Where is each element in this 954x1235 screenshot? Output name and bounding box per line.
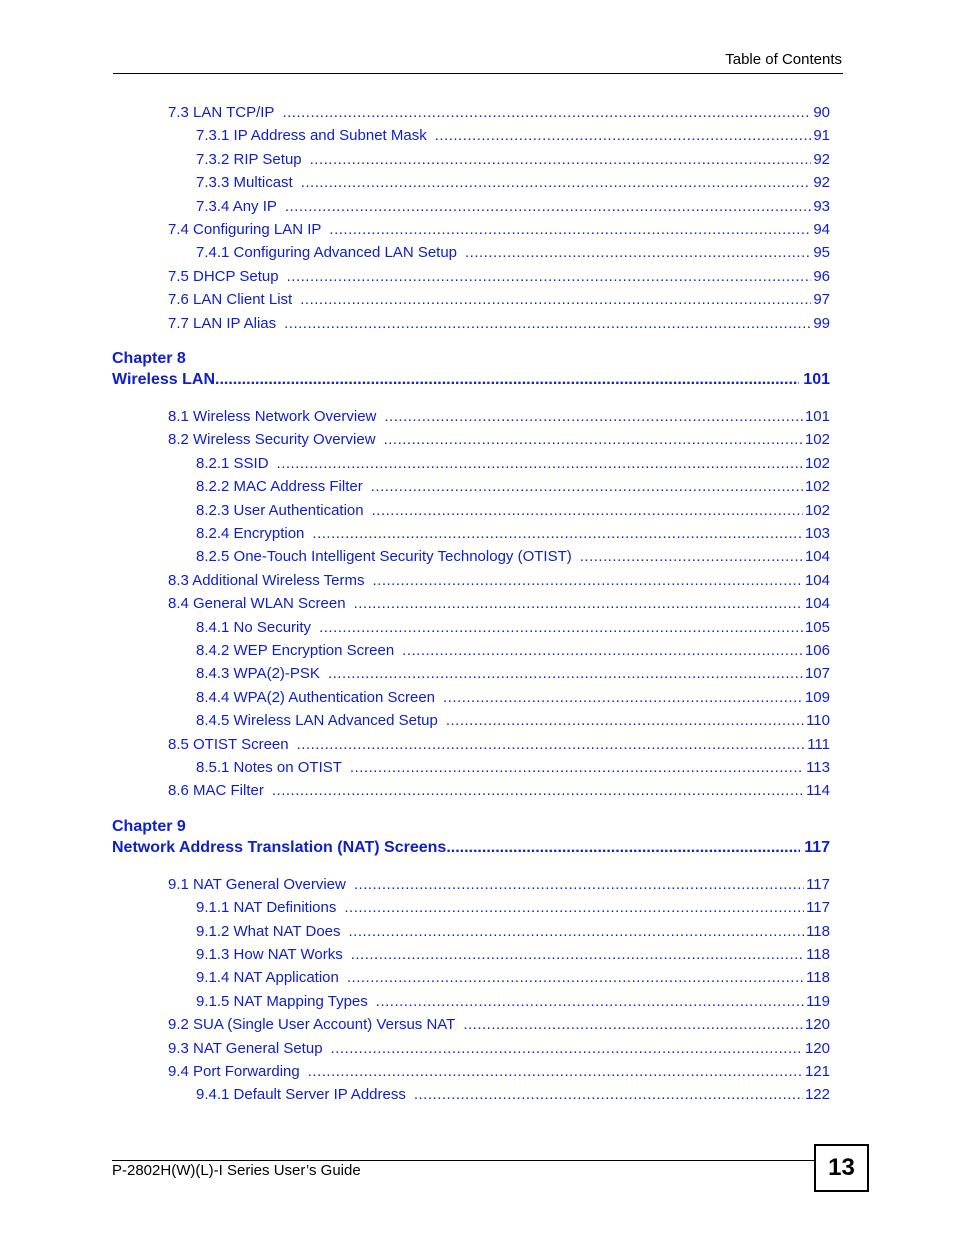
toc-entry-page: 118 xyxy=(806,946,830,963)
toc-entry-page: 105 xyxy=(804,618,830,636)
toc-entry[interactable] xyxy=(168,268,830,290)
dot-leader xyxy=(372,502,803,519)
dot-leader xyxy=(446,839,800,857)
toc-entry[interactable] xyxy=(168,876,830,898)
toc-entry-label: 7.7 LAN IP Alias xyxy=(168,314,277,332)
toc-entry-label: 9.1 NAT General Overview xyxy=(168,875,346,893)
toc-entry[interactable] xyxy=(196,689,830,711)
dot-leader xyxy=(580,548,803,565)
toc-entry-label: 7.3.4 Any IP xyxy=(196,197,277,215)
toc-entry[interactable] xyxy=(168,782,830,804)
toc-entry-page: 107 xyxy=(804,665,830,683)
toc-entry-label: 8.2 Wireless Security Overview xyxy=(168,431,376,449)
dot-leader xyxy=(465,244,811,261)
toc-entry-page: 106 xyxy=(804,642,830,659)
toc-entry-page: 102 xyxy=(804,431,830,449)
dot-leader xyxy=(301,174,812,191)
dot-leader xyxy=(435,127,812,144)
toc-entry[interactable] xyxy=(196,525,830,547)
toc-entry-page: 118 xyxy=(806,922,830,940)
toc-entry-label: 8.4.5 Wireless LAN Advanced Setup xyxy=(196,712,438,730)
toc-entry-page: 90 xyxy=(813,104,830,121)
toc-entry-label: 9.1.2 What NAT Does xyxy=(196,922,341,940)
toc-entry-page: 110 xyxy=(806,712,830,730)
toc-entry[interactable] xyxy=(196,969,830,991)
toc-entry[interactable] xyxy=(196,642,830,664)
toc-entry-page: 119 xyxy=(806,992,830,1010)
toc-entry-page: 113 xyxy=(806,759,830,776)
dot-leader xyxy=(351,946,804,963)
toc-entry-page: 101 xyxy=(804,408,830,425)
dot-leader xyxy=(344,899,804,916)
toc-entry-label: 8.2.4 Encryption xyxy=(196,525,305,542)
toc-entry[interactable] xyxy=(196,899,830,921)
chapter-title-link[interactable] xyxy=(112,839,830,857)
toc-entry-label: 8.6 MAC Filter xyxy=(168,782,264,800)
toc-entry[interactable] xyxy=(196,455,830,477)
dot-leader xyxy=(277,455,803,472)
toc-entry-label: 9.2 SUA (Single User Account) Versus NAT xyxy=(168,1016,456,1034)
toc-entry-label: 8.3 Additional Wireless Terms xyxy=(168,571,365,589)
chapter-heading[interactable]: Chapter 8 xyxy=(112,350,186,367)
toc-entry-page: 103 xyxy=(804,525,830,542)
chapter-page-number: 117 xyxy=(804,838,830,856)
toc-entry-page: 120 xyxy=(804,1039,830,1057)
toc-entry-page: 93 xyxy=(813,197,830,215)
dot-leader xyxy=(329,221,811,238)
toc-entry-label: 8.2.3 User Authentication xyxy=(196,501,364,519)
toc-entry-label: 9.3 NAT General Setup xyxy=(168,1039,323,1057)
toc-entry-page: 102 xyxy=(804,454,830,472)
dot-leader xyxy=(350,759,804,776)
dot-leader xyxy=(287,268,812,285)
toc-entry[interactable] xyxy=(196,198,830,220)
toc-entry-page: 102 xyxy=(804,478,830,496)
dot-leader xyxy=(414,1086,803,1103)
chapter-title: Wireless LAN xyxy=(112,371,215,388)
toc-entry-page: 99 xyxy=(813,314,830,332)
dot-leader xyxy=(354,595,803,612)
toc-entry[interactable] xyxy=(196,946,830,968)
toc-entry-label: 7.4.1 Configuring Advanced LAN Setup xyxy=(196,244,458,262)
toc-entry-label: 8.5.1 Notes on OTIST xyxy=(196,759,342,776)
chapter-title: Network Address Translation (NAT) Screens xyxy=(112,838,447,856)
dot-leader xyxy=(443,689,803,706)
toc-entry[interactable] xyxy=(168,1040,830,1062)
toc-entry[interactable] xyxy=(196,1086,830,1108)
toc-entry-label: 7.6 LAN Client List xyxy=(168,291,293,309)
toc-entry-label: 7.3 LAN TCP/IP xyxy=(168,104,275,121)
toc-entry-page: 104 xyxy=(804,571,830,589)
toc-entry-page: 111 xyxy=(807,735,830,753)
toc-entry[interactable] xyxy=(168,1016,830,1038)
dot-leader xyxy=(354,876,804,893)
toc-entry-label: 9.4.1 Default Server IP Address xyxy=(196,1086,406,1104)
toc-entry-page: 104 xyxy=(804,595,830,613)
toc-entry-label: 9.1.1 NAT Definitions xyxy=(196,899,337,917)
toc-entry-page: 92 xyxy=(813,174,830,192)
page-number: 13 xyxy=(828,1154,855,1181)
toc-entry-label: 9.1.5 NAT Mapping Types xyxy=(196,992,368,1010)
dot-leader xyxy=(384,408,803,425)
dot-leader xyxy=(312,525,803,542)
page-number-box xyxy=(814,1144,869,1192)
toc-entry[interactable] xyxy=(196,127,830,149)
toc-entry[interactable] xyxy=(168,221,830,243)
toc-entry-page: 118 xyxy=(806,969,830,987)
toc-entry-label: 8.2.1 SSID xyxy=(196,454,269,472)
toc-entry-page: 94 xyxy=(813,221,830,238)
toc-entry[interactable] xyxy=(196,923,830,945)
chapter-title-link[interactable] xyxy=(112,371,830,389)
dot-leader xyxy=(347,969,804,986)
toc-entry[interactable] xyxy=(196,174,830,196)
toc-entry[interactable] xyxy=(168,315,830,337)
toc-entry[interactable] xyxy=(168,1063,830,1085)
toc-entry-label: 9.1.3 How NAT Works xyxy=(196,946,343,963)
toc-entry[interactable] xyxy=(196,151,830,173)
toc-entry-label: 7.3.3 Multicast xyxy=(196,174,293,192)
dot-leader xyxy=(349,923,805,940)
toc-entry-label: 8.5 OTIST Screen xyxy=(168,735,289,753)
toc-entry[interactable] xyxy=(196,665,830,687)
toc-entry-page: 120 xyxy=(804,1016,830,1034)
toc-entry[interactable] xyxy=(168,104,830,126)
toc-entry-page: 117 xyxy=(806,899,830,917)
footer-rule xyxy=(112,1160,815,1161)
toc-entry[interactable] xyxy=(196,993,830,1015)
chapter-page-number: 101 xyxy=(803,371,830,388)
dot-leader xyxy=(371,478,803,495)
dot-leader xyxy=(446,712,804,729)
header-title: Table of Contents xyxy=(725,51,842,68)
toc-entry-label: 8.4.3 WPA(2)-PSK xyxy=(196,665,320,683)
dot-leader xyxy=(402,642,803,659)
toc-entry-page: 122 xyxy=(804,1086,830,1104)
toc-entry-label: 7.5 DHCP Setup xyxy=(168,267,279,285)
toc-entry-page: 109 xyxy=(804,688,830,706)
toc-entry-label: 8.4 General WLAN Screen xyxy=(168,595,346,613)
toc-entry[interactable] xyxy=(196,244,830,266)
toc-entry[interactable] xyxy=(196,548,830,570)
toc-entry-page: 102 xyxy=(804,501,830,519)
toc-entry-page: 96 xyxy=(813,267,830,285)
dot-leader xyxy=(282,104,811,121)
dot-leader xyxy=(376,993,804,1010)
dot-leader xyxy=(372,572,802,589)
toc-entry-page: 95 xyxy=(813,244,830,262)
dot-leader xyxy=(297,736,806,753)
toc-entry-page: 114 xyxy=(806,782,830,800)
toc-entry-label: 7.3.2 RIP Setup xyxy=(196,150,302,168)
toc-entry-label: 9.1.4 NAT Application xyxy=(196,969,339,987)
dot-leader xyxy=(284,315,811,332)
chapter-heading[interactable]: Chapter 9 xyxy=(112,817,186,835)
toc-entry[interactable] xyxy=(168,291,830,313)
header-rule xyxy=(113,73,843,74)
toc-entry-label: 7.3.1 IP Address and Subnet Mask xyxy=(196,127,427,145)
toc-entry-label: 8.2.2 MAC Address Filter xyxy=(196,478,363,496)
toc-entry[interactable] xyxy=(196,478,830,500)
dot-leader xyxy=(215,371,799,389)
toc-entry-page: 121 xyxy=(804,1063,830,1080)
toc-entry[interactable] xyxy=(168,431,830,453)
toc-entry-label: 8.2.5 One-Touch Intelligent Security Technology (OTIST) xyxy=(196,548,572,566)
toc-entry[interactable] xyxy=(196,619,830,641)
toc-entry-label: 8.4.1 No Security xyxy=(196,618,312,636)
dot-leader xyxy=(331,1040,803,1057)
toc-entry[interactable] xyxy=(168,736,830,758)
dot-leader xyxy=(319,619,803,636)
footer-guide-title: P-2802H(W)(L)-I Series User’s Guide xyxy=(112,1162,361,1179)
toc-entry[interactable] xyxy=(168,572,830,594)
toc-entry-page: 92 xyxy=(813,150,830,168)
toc-entry-label: 8.1 Wireless Network Overview xyxy=(168,408,377,425)
toc-entry-page: 91 xyxy=(813,127,830,145)
toc-entry-label: 8.4.2 WEP Encryption Screen xyxy=(196,642,395,659)
toc-entry[interactable] xyxy=(168,408,830,430)
toc-entry-label: 8.4.4 WPA(2) Authentication Screen xyxy=(196,688,436,706)
dot-leader xyxy=(300,291,811,308)
toc-entry[interactable] xyxy=(196,759,830,781)
toc-entry-label: 7.4 Configuring LAN IP xyxy=(168,221,322,238)
dot-leader xyxy=(308,1063,803,1080)
toc-entry[interactable] xyxy=(196,502,830,524)
toc-entry-page: 97 xyxy=(813,291,830,309)
toc-entry-page: 104 xyxy=(804,548,830,566)
dot-leader xyxy=(310,151,812,168)
toc-entry[interactable] xyxy=(168,595,830,617)
toc-entry-label: 9.4 Port Forwarding xyxy=(168,1063,300,1080)
dot-leader xyxy=(328,665,803,682)
toc-entry[interactable] xyxy=(196,712,830,734)
dot-leader xyxy=(272,782,804,799)
toc-entry-page: 117 xyxy=(806,875,830,893)
dot-leader xyxy=(463,1016,803,1033)
dot-leader xyxy=(384,431,803,448)
dot-leader xyxy=(285,198,811,215)
